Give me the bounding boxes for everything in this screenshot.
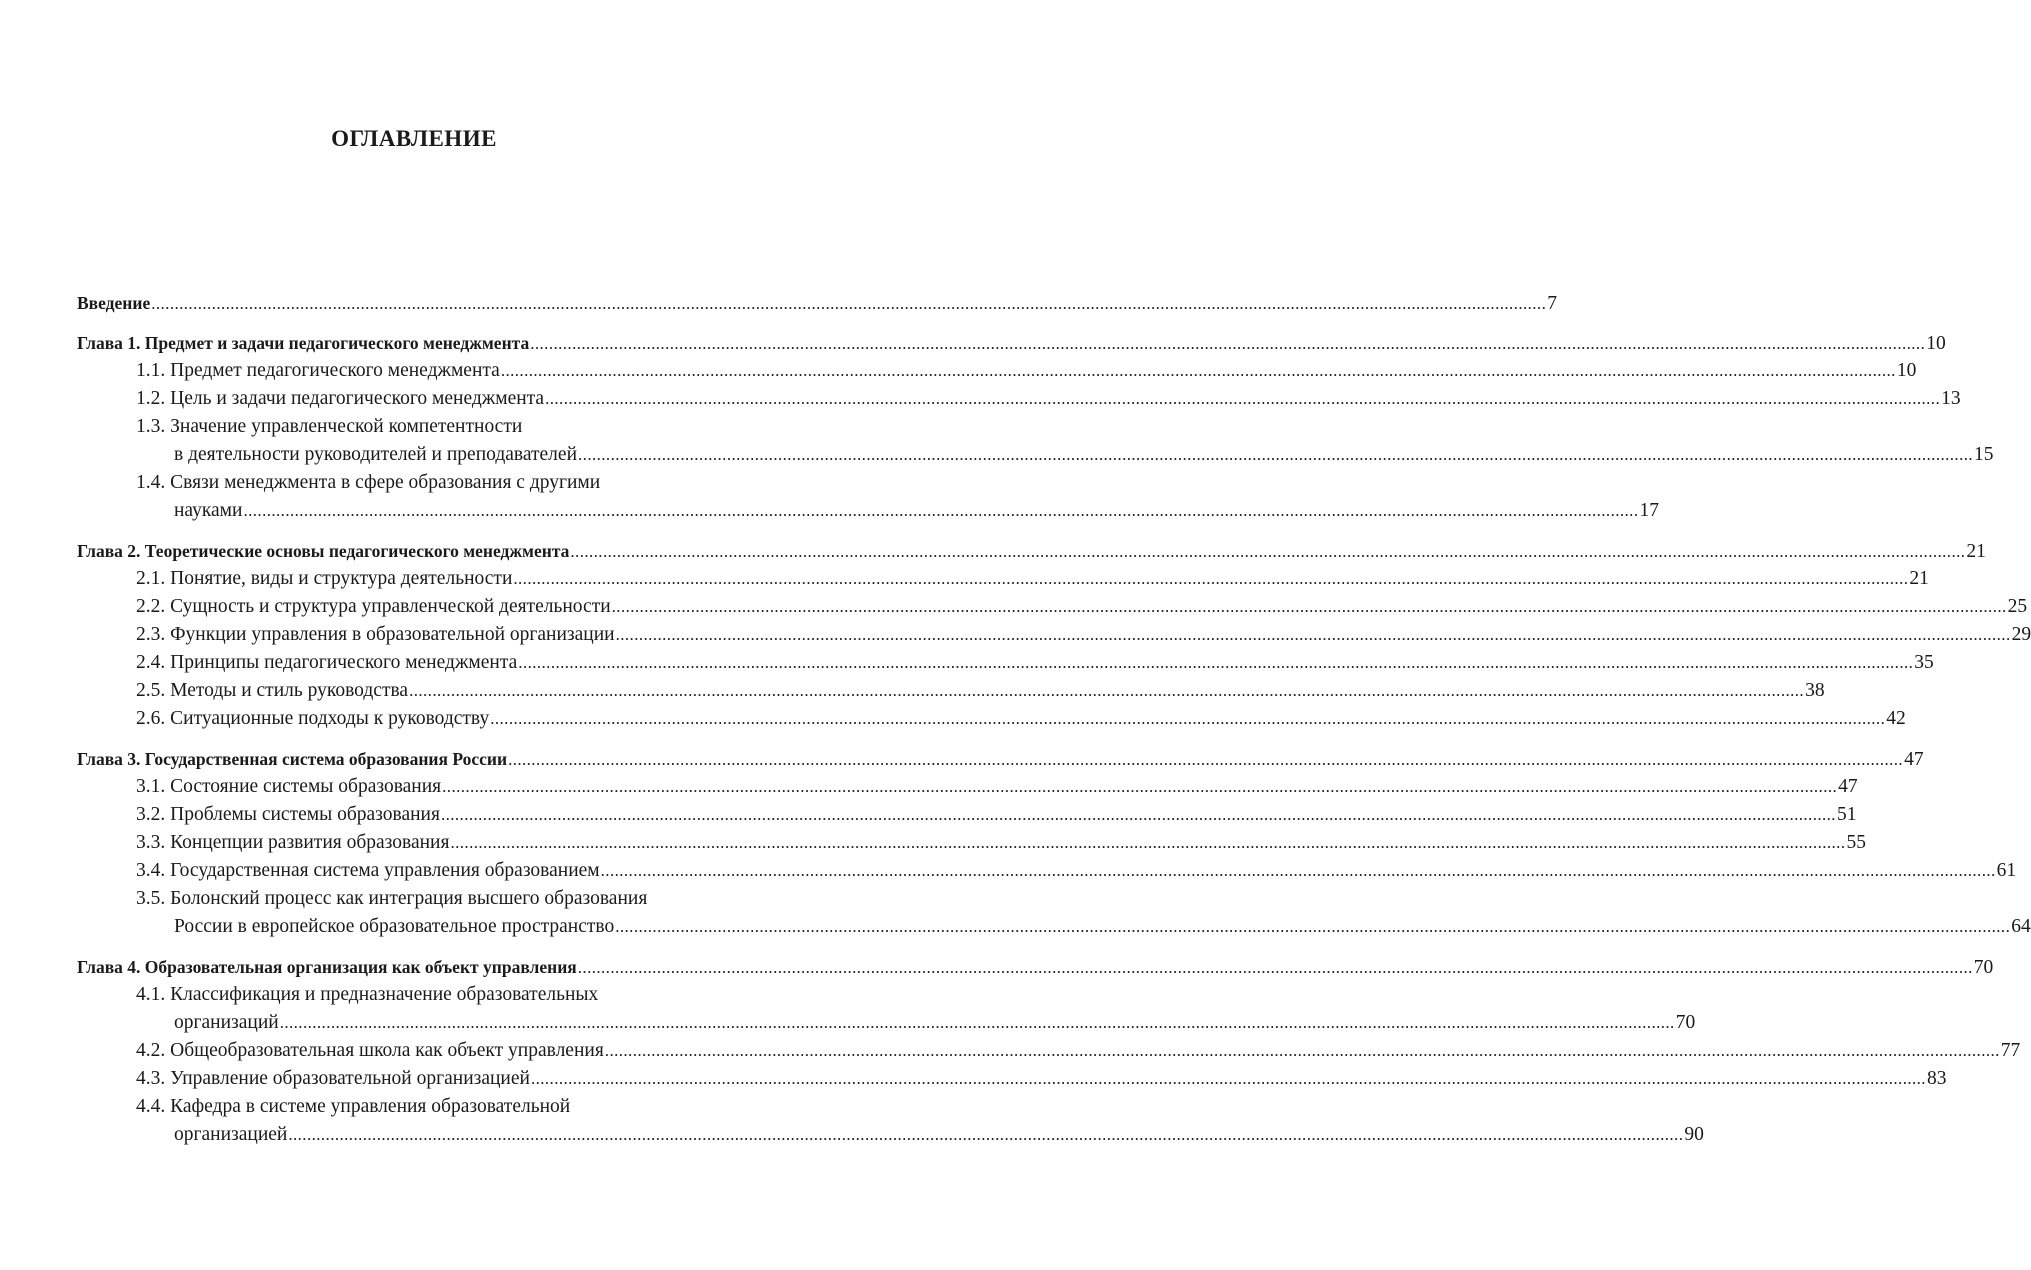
dot-leader: ............................................................................................................................................................................................................................................................................................................ bbox=[518, 653, 1914, 672]
toc-page-number: 77 bbox=[2000, 1040, 2021, 1061]
toc-chapter-3 bbox=[77, 745, 1924, 773]
toc-entry-title: Глава 3. Государственная система образования России bbox=[77, 749, 508, 769]
toc-entry-title: 2.4. Принципы педагогического менеджмента bbox=[136, 652, 518, 673]
toc-page-number: 21 bbox=[1966, 541, 1986, 562]
toc-section-1-2 bbox=[77, 385, 1961, 413]
toc-entry-title: организацией bbox=[174, 1124, 288, 1145]
toc-entry-title: 4.1. Классификация и предназначение образовательных bbox=[136, 984, 599, 1005]
toc-section-1-3-cont bbox=[77, 441, 1994, 469]
toc-chapter-4 bbox=[77, 953, 1994, 981]
toc-page-number: 47 bbox=[1904, 749, 1924, 770]
toc-page-number: 47 bbox=[1838, 776, 1858, 797]
toc-entry-title: 3.5. Болонский процесс как интеграция высшего образования bbox=[136, 888, 648, 909]
toc-entry-title: 4.2. Общеобразовательная школа как объект управления bbox=[136, 1040, 604, 1061]
toc-section-4-3 bbox=[77, 1065, 1947, 1093]
toc-entry-title: 4.3. Управление образовательной организацией bbox=[136, 1068, 530, 1089]
toc-section-4-1 bbox=[77, 981, 750, 1009]
toc-section-2-1 bbox=[77, 565, 1929, 593]
toc-entry-title: 1.1. Предмет педагогического менеджмента bbox=[136, 360, 500, 381]
toc-section-4-2 bbox=[77, 1037, 2021, 1065]
toc-page-number: 7 bbox=[1547, 293, 1557, 314]
dot-leader: ............................................................................................................................................................................................................................................................................................................ bbox=[243, 501, 1639, 520]
toc-page-number: 35 bbox=[1914, 652, 1934, 673]
toc-page-number: 61 bbox=[1996, 860, 2017, 881]
toc-page-number: 55 bbox=[1846, 832, 1866, 853]
dot-leader: ............................................................................................................................................................................................................................................................................................................ bbox=[513, 569, 1909, 588]
dot-leader: ............................................................................................................................................................................................................................................................................................................ bbox=[611, 597, 2007, 616]
toc-page-number: 29 bbox=[2011, 624, 2031, 645]
toc-section-1-4-cont bbox=[77, 497, 1659, 525]
toc-page-number: 90 bbox=[1684, 1124, 1704, 1145]
dot-leader: ............................................................................................................................................................................................................................................................................................................ bbox=[530, 1069, 1926, 1088]
toc-section-2-4 bbox=[77, 649, 1934, 677]
toc-entry-title: науками bbox=[174, 500, 243, 521]
toc-section-2-3 bbox=[77, 621, 2031, 649]
toc-intro bbox=[77, 289, 1557, 317]
toc-entry-title: Глава 1. Предмет и задачи педагогического менеджмента bbox=[77, 333, 530, 353]
dot-leader: ............................................................................................................................................................................................................................................................................................................ bbox=[288, 1125, 1684, 1144]
toc-entry-title: 3.1. Состояние системы образования bbox=[136, 776, 442, 797]
dot-leader: ............................................................................................................................................................................................................................................................................................................ bbox=[450, 833, 1846, 852]
toc-section-2-6 bbox=[77, 705, 1906, 733]
toc-section-4-1-cont bbox=[77, 1009, 1696, 1037]
toc-section-3-5-cont bbox=[77, 913, 2031, 941]
toc-entry-title: 4.4. Кафедра в системе управления образовательной bbox=[136, 1096, 571, 1117]
toc-page-number: 51 bbox=[1836, 804, 1857, 825]
toc-section-3-2 bbox=[77, 801, 1857, 829]
page-title: ОГЛАВЛЕНИЕ bbox=[331, 126, 497, 151]
toc-page-number: 70 bbox=[1973, 957, 1994, 978]
toc-page-number: 83 bbox=[1926, 1068, 1947, 1089]
dot-leader: ............................................................................................................................................................................................................................................................................................................ bbox=[570, 542, 1966, 561]
toc-section-1-3 bbox=[77, 413, 750, 441]
toc-chapter-1 bbox=[77, 329, 1946, 357]
toc-page-number: 25 bbox=[2007, 596, 2028, 617]
toc-page-number: 10 bbox=[1926, 333, 1946, 354]
toc-page-number: 15 bbox=[1974, 444, 1994, 465]
dot-leader: ............................................................................................................................................................................................................................................................................................................ bbox=[409, 681, 1805, 700]
dot-leader: ............................................................................................................................................................................................................................................................................................................ bbox=[500, 361, 1896, 380]
toc-entry-title: 2.3. Функции управления в образовательной организации bbox=[136, 624, 615, 645]
dot-leader: ............................................................................................................................................................................................................................................................................................................ bbox=[490, 709, 1886, 728]
dot-leader: ............................................................................................................................................................................................................................................................................................................ bbox=[442, 777, 1838, 796]
dot-leader: ............................................................................................................................................................................................................................................................................................................ bbox=[615, 625, 2011, 644]
toc-page-number: 64 bbox=[2011, 916, 2031, 937]
toc-page-number: 21 bbox=[1909, 568, 1929, 589]
toc-entry-title: 1.4. Связи менеджмента в сфере образования с другими bbox=[136, 472, 601, 493]
dot-leader: ............................................................................................................................................................................................................................................................................................................ bbox=[578, 445, 1974, 464]
toc-section-3-4 bbox=[77, 857, 2017, 885]
dot-leader: ............................................................................................................................................................................................................................................................................................................ bbox=[508, 750, 1904, 769]
toc-entry-title: 3.3. Концепции развития образования bbox=[136, 832, 450, 853]
toc-entry-title: Глава 2. Теоретические основы педагогического менеджмента bbox=[77, 541, 570, 561]
toc-section-4-4-cont bbox=[77, 1121, 1704, 1149]
toc-entry-title: 3.4. Государственная система управления образованием bbox=[136, 860, 600, 881]
dot-leader: ............................................................................................................................................................................................................................................................................................................ bbox=[545, 389, 1941, 408]
toc-entry-title: 3.2. Проблемы системы образования bbox=[136, 804, 440, 825]
toc-entry-title: организаций bbox=[174, 1012, 279, 1033]
toc-entry-title: России в европейское образовательное пространство bbox=[174, 916, 615, 937]
toc-section-2-2 bbox=[77, 593, 2028, 621]
toc-entry-title: Глава 4. Образовательная организация как объект управления bbox=[77, 957, 577, 977]
dot-leader: ............................................................................................................................................................................................................................................................................................................ bbox=[577, 958, 1973, 977]
dot-leader: ............................................................................................................................................................................................................................................................................................................ bbox=[151, 294, 1547, 313]
dot-leader: ............................................................................................................................................................................................................................................................................................................ bbox=[615, 917, 2011, 936]
dot-leader: ............................................................................................................................................................................................................................................................................................................ bbox=[600, 861, 1996, 880]
toc-page-number: 10 bbox=[1896, 360, 1917, 381]
table-of-contents bbox=[77, 289, 2031, 1149]
toc-page-number: 13 bbox=[1941, 388, 1961, 409]
toc-page-number: 42 bbox=[1886, 708, 1906, 729]
toc-entry-title: 1.3. Значение управленческой компетентности bbox=[136, 416, 523, 437]
toc-section-3-5 bbox=[77, 885, 750, 913]
toc-section-3-1 bbox=[77, 773, 1858, 801]
toc-entry-title: 2.5. Методы и стиль руководства bbox=[136, 680, 409, 701]
toc-section-2-5 bbox=[77, 677, 1825, 705]
toc-section-4-4 bbox=[77, 1093, 750, 1121]
toc-entry-title: Введение bbox=[77, 293, 151, 313]
toc-page-number: 38 bbox=[1805, 680, 1825, 701]
toc-section-3-3 bbox=[77, 829, 1866, 857]
toc-section-1-1 bbox=[77, 357, 1917, 385]
toc-entry-title: 1.2. Цель и задачи педагогического менеджмента bbox=[136, 388, 545, 409]
dot-leader: ............................................................................................................................................................................................................................................................................................................ bbox=[279, 1013, 1675, 1032]
dot-leader: ............................................................................................................................................................................................................................................................................................................ bbox=[604, 1041, 2000, 1060]
toc-entry-title: 2.6. Ситуационные подходы к руководству bbox=[136, 708, 490, 729]
toc-entry-title: в деятельности руководителей и преподавателей bbox=[174, 444, 578, 465]
dot-leader: ............................................................................................................................................................................................................................................................................................................ bbox=[530, 334, 1926, 353]
toc-chapter-2 bbox=[77, 537, 1986, 565]
toc-page-number: 70 bbox=[1675, 1012, 1696, 1033]
toc-entry-title: 2.1. Понятие, виды и структура деятельности bbox=[136, 568, 513, 589]
toc-entry-title: 2.2. Сущность и структура управленческой деятельности bbox=[136, 596, 611, 617]
toc-section-1-4 bbox=[77, 469, 750, 497]
toc-page-number: 17 bbox=[1639, 500, 1659, 521]
dot-leader: ............................................................................................................................................................................................................................................................................................................ bbox=[440, 805, 1836, 824]
